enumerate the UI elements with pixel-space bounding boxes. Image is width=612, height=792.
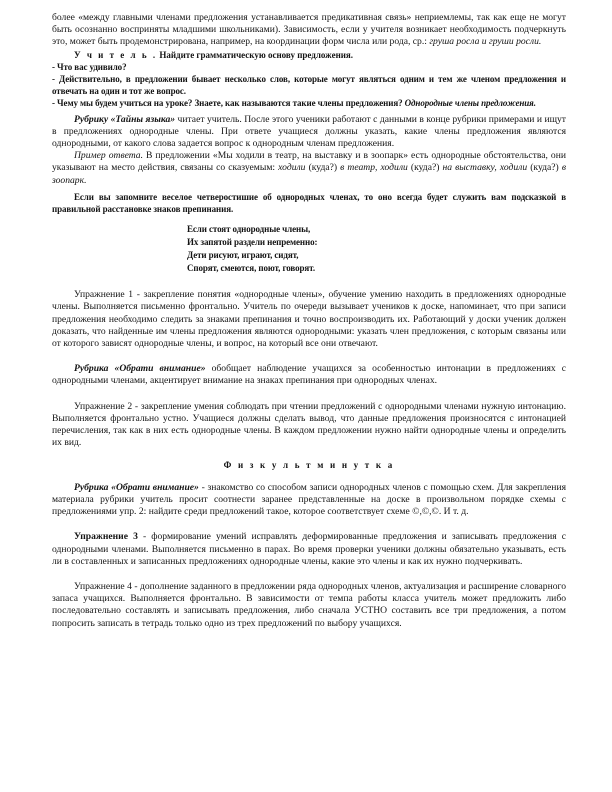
example-lead: Пример ответа. <box>74 150 143 162</box>
poem-block <box>187 223 566 275</box>
document-page <box>52 12 566 630</box>
paragraph-poem-intro: Если вы запомните веселое четверостишие об однородных членах, то оно всегда будет служить вам подсказкой в правильной расстановке знаков препинания. <box>52 191 566 215</box>
paragraph-exercise-4: Упражнение 4 - дополнение заданного в предложении ряда однородных членов, актуализация и расширение словарного запаса учащихся. Выполняется фронтально. В зависимости от темпа работы класса учитель может предложить либо последовательно составлять и записывать предложения, либо сначала УСТНО составить все три предложения, а потом попросить записать в тетрадь только одно из трех предложений по выбору учащихся. <box>52 580 566 629</box>
rubric-attention-lead: Рубрика «Обрати внимание» <box>74 363 206 375</box>
paragraph-example-answer <box>52 150 566 187</box>
dialog-answer: Однородные члены предложения. <box>404 98 536 109</box>
poem-line: Их запятой раздели непременно: <box>187 237 318 248</box>
poem-line: Если стоят однородные члены, <box>187 224 311 235</box>
example-italic-3: на выставку, ходили <box>442 162 528 174</box>
poem-line: Дети рисуют, играют, сидят, <box>187 250 299 261</box>
example-text-2: (куда?) <box>305 162 341 174</box>
example-text-3: (куда?) <box>407 162 443 174</box>
exercise-3-text: - формирование умений исправлять деформированные предложения и записывать предложения с однородными членами. Выполняется письменно в парах. Во время проверки ученики должны обязательно указывать, есть ли в составленных и записанных предложениях однородные члены, какие это члены и как их нужно подчеркивать. <box>52 531 566 567</box>
rubric-attention-2-lead: Рубрика «Обрати внимание» <box>74 481 199 493</box>
dialog-line-2: - Действительно, в предложении бывает несколько слов, которые могут являться одним и тем же членом предложения и отвечать на один и тот же вопрос. <box>52 74 566 97</box>
poem-line: Спорят, смеются, поют, говорят. <box>187 263 315 274</box>
teacher-line <box>52 49 566 61</box>
example-italic-4: в зоопарк. <box>52 162 566 186</box>
dialog-line-3 <box>52 97 566 109</box>
paragraph-exercise-1: Упражнение 1 - закрепление понятия «однородные члены», обучение умению находить в предложениях однородные члены. Выполняется письменно фронтально. Учитель по очереди вызывает учеников к доске, напоминает, что при записи предложения необходимо следить за знаками препинания и точно воспроизводить их. Работающий у доски ученик должен доказать, что найденные им члены предложения являются однородными: указать член предложения, с которым связаны или от которого зависят однородные члены, и вопрос, на который все они отвечают. <box>52 289 566 350</box>
rubric-secrets-lead: Рубрику «Тайны языка» <box>74 113 176 125</box>
example-italic-1: ходили <box>278 162 306 174</box>
dialog-question: - Чему мы будем учиться на уроке? Знаете, как называются такие члены предложения? <box>52 98 405 109</box>
rubric-attention-text: обобщает наблюдение учащихся за особенностью интонации в предложениях с однородными членами, акцентирует внимание на знаках препинания при однородных членах. <box>52 363 566 387</box>
paragraph-rubric-secrets <box>52 114 566 151</box>
example-italic-2: в театр, ходили <box>340 162 408 174</box>
rubric-attention-2-text: - знакомство со способом записи однородных членов с помощью схем. Для закрепления материала рубрики учитель просит соотнести заранее представленные на доске в произвольном порядке схемы с предложениями упр. 2: найдите среди предложений такое, которое соответствует схеме ©,©,©. И т. д. <box>52 481 566 518</box>
rubric-secrets-text: читает учитель. После этого ученики работают с данными в конце рубрики примерами и ищут в предложениях однородные члены. При ответе учащиеся должны указать, какие члены предложения являются однородными, от какого слова задается вопрос к однородным членам предложения. <box>52 113 566 150</box>
section-heading-exercise-break: Ф и з к у л ь т м и н у т к а <box>223 460 395 471</box>
teacher-label: У ч и т е л ь . <box>74 49 158 60</box>
example-text-4: (куда?) <box>527 162 562 174</box>
paragraph-rubric-attention-1 <box>52 363 566 387</box>
intro-text: более «между главными членами предложения устанавливается предикативная связь» неприемлемы, так как еще не могут быть осознанно восприняты младшими школьниками). Зависимость, если у учителя возникает необходимость подчеркнуть это, может быть продемонстрирована, например, на координации форм числа или рода, ср.: <box>52 12 566 48</box>
dialog-line-1: - Что вас удивило? <box>52 61 127 72</box>
exercise-3-lead: Упражнение 3 <box>74 531 138 543</box>
paragraph-rubric-attention-2 <box>52 482 566 519</box>
example-text-1: В предложении «Мы ходили в театр, на выставку и в зоопарк» есть однородные обстоятельства, они указывают на место действия, связаны со сказуемым: <box>52 150 566 174</box>
paragraph-exercise-3 <box>52 531 566 568</box>
paragraph-exercise-2: Упражнение 2 - закрепление умения соблюдать при чтении предложений с однородными членами нужную интонацию. Выполняется фронтально устно. Учащиеся должны сделать вывод, что данные предложения произносятся с интонацией перечисления, так как в них есть однородные члены. В каждом предложении нужно найти однородные члены и определить их вид. <box>52 400 566 449</box>
teacher-text: Найдите грамматическую основу предложения. <box>157 49 354 60</box>
intro-example: груша росла и груши росли. <box>429 36 542 48</box>
paragraph-intro-continuation <box>52 12 566 49</box>
